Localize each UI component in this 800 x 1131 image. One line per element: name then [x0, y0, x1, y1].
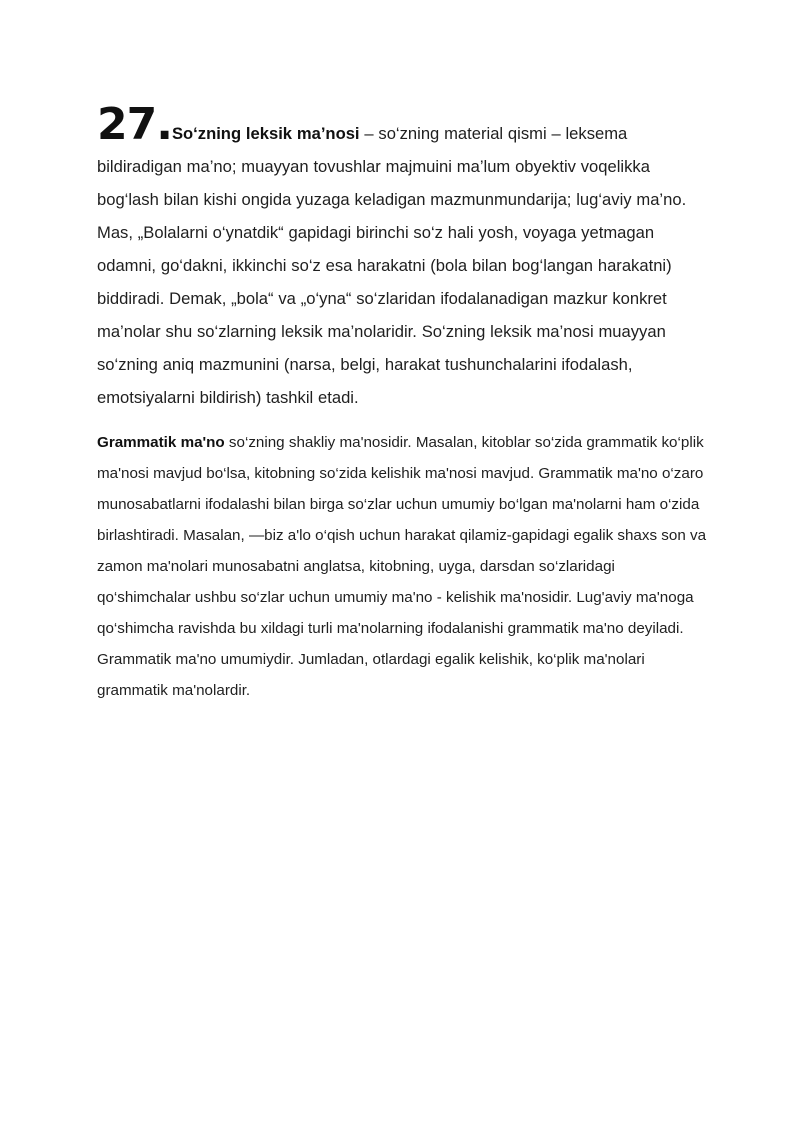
lexical-meaning-term: So‘zning leksik ma’nosi	[171, 124, 360, 143]
lexical-meaning-paragraph	[97, 99, 707, 414]
document-page	[97, 99, 707, 706]
section-number: 27.	[97, 99, 172, 150]
lexical-meaning-text: – so‘zning material qismi – leksema bildiradigan ma’no; muayyan tovushlar majmuini ma’lum obyektiv voqelikka bog‘lash bilan kishi ongida yuzaga keladigan mazmunmundarija; lug‘aviy ma’no. Mas, „Bolalarni o‘ynatdik“ gapidagi birinchi so‘z hali yosh, voyaga yetmagan odamni, go‘dakni, ikkinchi so‘z esa harakatni (bola bilan bog‘langan harakatni) biddiradi. Demak, „bola“ va „o‘yna“ so‘zlaridan ifodalanadigan mazkur konkret ma’nolar shu so‘zlarning leksik ma’nolaridir. So‘zning leksik ma’nosi muayyan so‘zning aniq mazmunini (narsa, belgi, harakat tushunchalarini ifodalash, emotsiyalarni bildirish) tashkil etadi.	[97, 124, 687, 407]
grammatical-meaning-text: so‘zning shakliy ma'nosidir. Masalan, kitoblar so‘zida grammatik ko‘plik ma'nosi mavjud bo‘lsa, kitobning so‘zida kelishik ma'nosi mavjud. Grammatik ma'no o‘zaro munosabatlarni ifodalashi bilan birga so‘zlar uchun umumiy bo‘lgan ma'nolarni ham o‘zida birlashtiradi. Masalan, ―biz a'lo o‘qish uchun harakat qilamiz-gapidagi egalik shaxs son va zamon ma'nolari munosabatni anglatsa, kitobning, uyga, darsdan so‘zlaridagi qo‘shimchalar ushbu so‘zlar uchun umumiy ma'no - kelishik ma'nosidir. Lug'aviy ma'noga qo‘shimcha ravishda bu xildagi turli ma'nolarning ifodalanishi grammatik ma'no deyiladi. Grammatik ma'no umumiydir. Jumladan, otlardagi egalik kelishik, ko‘plik ma'nolari grammatik ma'nolardir.	[97, 434, 707, 699]
grammatical-meaning-term: Grammatik ma'no	[97, 434, 225, 451]
grammatical-meaning-paragraph	[97, 427, 707, 706]
